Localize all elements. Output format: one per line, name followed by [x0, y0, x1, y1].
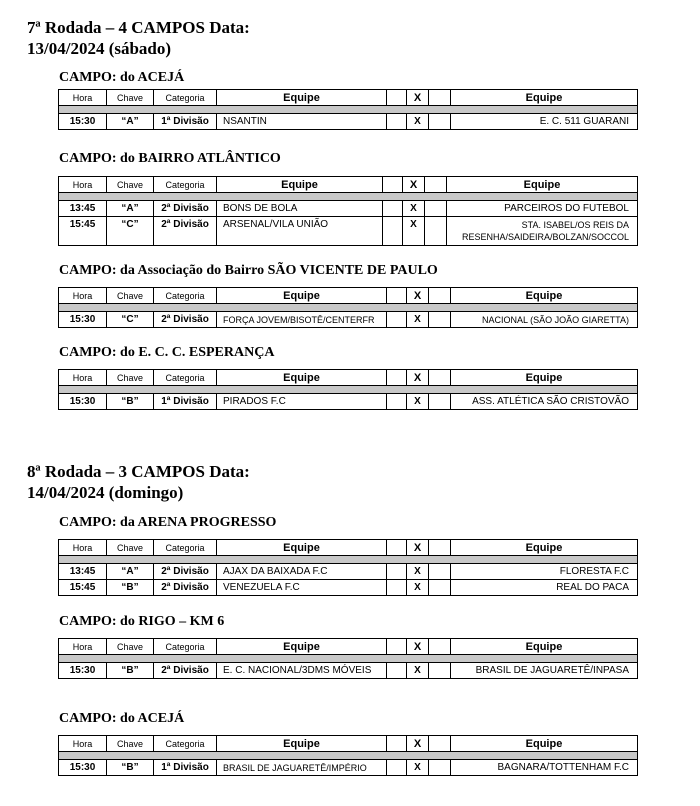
header-hora: Hora	[59, 540, 107, 556]
versus-x: X	[403, 201, 425, 217]
game-time: 15:30	[59, 114, 107, 130]
campo-title: CAMPO: do BAIRRO ATLÂNTICO	[59, 151, 281, 166]
rodada-7-title-line1: 7ª Rodada – 4 CAMPOS Data:	[27, 18, 250, 37]
table-header-row	[59, 288, 638, 304]
versus-x: X	[407, 312, 429, 328]
header-chave: Chave	[107, 90, 154, 106]
header-x: X	[407, 90, 429, 106]
header-spacer	[387, 288, 407, 304]
game-categoria: 2ª Divisão	[154, 217, 217, 246]
away-team: NACIONAL (SÃO JOÃO GIARETTA)	[451, 312, 638, 328]
versus-x: X	[407, 580, 429, 596]
versus-x: X	[407, 760, 429, 776]
header-spacer	[429, 370, 451, 386]
games-table	[58, 539, 638, 596]
header-equipe-away: Equipe	[451, 288, 638, 304]
game-categoria: 1ª Divisão	[154, 760, 217, 776]
games-table	[58, 369, 638, 410]
header-spacer	[383, 177, 403, 193]
header-spacer	[429, 540, 451, 556]
home-team: E. C. NACIONAL/3DMS MÓVEIS	[217, 663, 387, 679]
table-row	[59, 114, 638, 130]
header-x: X	[407, 370, 429, 386]
header-equipe-away: Equipe	[447, 177, 638, 193]
header-spacer	[429, 736, 451, 752]
header-equipe-home: Equipe	[217, 370, 387, 386]
campo-title: CAMPO: do ACEJÁ	[59, 711, 185, 726]
header-categoria: Categoria	[154, 288, 217, 304]
rodada-8-title	[27, 461, 250, 503]
away-team: BAGNARA/TOTTENHAM F.C	[451, 760, 638, 776]
header-x: X	[403, 177, 425, 193]
table-row	[59, 580, 638, 596]
header-x: X	[407, 288, 429, 304]
table-separator	[59, 193, 638, 201]
header-hora: Hora	[59, 736, 107, 752]
away-team: BRASIL DE JAGUARETÊ/INPASA	[451, 663, 638, 679]
header-spacer	[429, 639, 451, 655]
cell-spacer	[429, 663, 451, 679]
header-equipe-away: Equipe	[451, 540, 638, 556]
header-equipe-away: Equipe	[451, 639, 638, 655]
header-x: X	[407, 540, 429, 556]
header-equipe-away: Equipe	[451, 90, 638, 106]
away-team: FLORESTA F.C	[451, 564, 638, 580]
home-team: BONS DE BOLA	[217, 201, 383, 217]
versus-x: X	[403, 217, 425, 246]
game-chave: “B”	[107, 394, 154, 410]
game-categoria: 2ª Divisão	[154, 312, 217, 328]
games-table	[58, 176, 638, 246]
cell-spacer	[429, 114, 451, 130]
header-hora: Hora	[59, 639, 107, 655]
rodada-8-title-line1: 8ª Rodada – 3 CAMPOS Data:	[27, 462, 250, 481]
header-categoria: Categoria	[154, 177, 217, 193]
game-time: 15:45	[59, 217, 107, 246]
away-team: PARCEIROS DO FUTEBOL	[447, 201, 638, 217]
home-team: FORÇA JOVEM/BISOTÊ/CENTERFR	[217, 312, 387, 328]
cell-spacer	[387, 312, 407, 328]
game-chave: “A”	[107, 114, 154, 130]
cell-spacer	[429, 394, 451, 410]
header-chave: Chave	[107, 540, 154, 556]
header-hora: Hora	[59, 370, 107, 386]
away-team: STA. ISABEL/OS REIS DA RESENHA/SAIDEIRA/BOLZAN/SOCCOL	[447, 217, 638, 246]
table-row	[59, 564, 638, 580]
header-equipe-home: Equipe	[217, 540, 387, 556]
header-chave: Chave	[107, 370, 154, 386]
games-table	[58, 735, 638, 776]
header-equipe-home: Equipe	[217, 90, 387, 106]
home-team: VENEZUELA F.C	[217, 580, 387, 596]
table-row	[59, 217, 638, 246]
table-row	[59, 394, 638, 410]
header-categoria: Categoria	[154, 736, 217, 752]
home-team: NSANTIN	[217, 114, 387, 130]
game-time: 13:45	[59, 564, 107, 580]
home-team: ARSENAL/VILA UNIÃO	[217, 217, 383, 246]
home-team: BRASIL DE JAGUARETÊ/IMPÉRIO	[217, 760, 387, 776]
cell-spacer	[425, 217, 447, 246]
cell-spacer	[387, 564, 407, 580]
game-categoria: 2ª Divisão	[154, 580, 217, 596]
game-categoria: 2ª Divisão	[154, 201, 217, 217]
home-team: PIRADOS F.C	[217, 394, 387, 410]
campo-title: CAMPO: do E. C. C. ESPERANÇA	[59, 345, 275, 360]
header-equipe-home: Equipe	[217, 177, 383, 193]
game-chave: “B”	[107, 580, 154, 596]
header-categoria: Categoria	[154, 639, 217, 655]
versus-x: X	[407, 394, 429, 410]
rodada-7-title	[27, 17, 250, 59]
cell-spacer	[429, 312, 451, 328]
header-equipe-away: Equipe	[451, 736, 638, 752]
header-hora: Hora	[59, 288, 107, 304]
rodada-8-title-line2: 14/04/2024 (domingo)	[27, 483, 184, 502]
away-team: E. C. 511 GUARANI	[451, 114, 638, 130]
header-equipe-home: Equipe	[217, 288, 387, 304]
away-team: ASS. ATLÉTICA SÃO CRISTOVÃO	[451, 394, 638, 410]
cell-spacer	[387, 394, 407, 410]
cell-spacer	[429, 580, 451, 596]
table-header-row	[59, 540, 638, 556]
game-chave: “A”	[107, 564, 154, 580]
versus-x: X	[407, 564, 429, 580]
campo-title: CAMPO: da ARENA PROGRESSO	[59, 515, 277, 530]
home-team: AJAX DA BAIXADA F.C	[217, 564, 387, 580]
game-chave: “B”	[107, 663, 154, 679]
cell-spacer	[387, 760, 407, 776]
header-spacer	[429, 90, 451, 106]
game-time: 15:30	[59, 663, 107, 679]
versus-x: X	[407, 663, 429, 679]
header-categoria: Categoria	[154, 540, 217, 556]
games-table	[58, 638, 638, 679]
header-hora: Hora	[59, 90, 107, 106]
header-equipe-home: Equipe	[217, 736, 387, 752]
table-separator	[59, 106, 638, 114]
versus-x: X	[407, 114, 429, 130]
cell-spacer	[383, 201, 403, 217]
header-equipe-home: Equipe	[217, 639, 387, 655]
campo-title: CAMPO: da Associação do Bairro SÃO VICENTE DE PAULO	[59, 263, 438, 278]
table-header-row	[59, 639, 638, 655]
games-table	[58, 287, 638, 328]
game-time: 13:45	[59, 201, 107, 217]
campo-title: CAMPO: do RIGO – KM 6	[59, 614, 225, 629]
table-separator	[59, 304, 638, 312]
game-categoria: 1ª Divisão	[154, 394, 217, 410]
header-spacer	[387, 540, 407, 556]
game-chave: “C”	[107, 312, 154, 328]
cell-spacer	[387, 580, 407, 596]
game-categoria: 1ª Divisão	[154, 114, 217, 130]
table-row	[59, 312, 638, 328]
game-time: 15:30	[59, 312, 107, 328]
header-x: X	[407, 639, 429, 655]
header-spacer	[387, 90, 407, 106]
table-separator	[59, 386, 638, 394]
rodada-7-title-line2: 13/04/2024 (sábado)	[27, 39, 172, 58]
header-chave: Chave	[107, 177, 154, 193]
header-spacer	[387, 736, 407, 752]
games-table	[58, 89, 638, 130]
table-header-row	[59, 177, 638, 193]
game-time: 15:45	[59, 580, 107, 596]
table-separator	[59, 556, 638, 564]
header-spacer	[425, 177, 447, 193]
game-chave: “A”	[107, 201, 154, 217]
game-categoria: 2ª Divisão	[154, 564, 217, 580]
cell-spacer	[425, 201, 447, 217]
table-header-row	[59, 370, 638, 386]
cell-spacer	[387, 663, 407, 679]
header-categoria: Categoria	[154, 370, 217, 386]
header-equipe-away: Equipe	[451, 370, 638, 386]
game-chave: “C”	[107, 217, 154, 246]
cell-spacer	[429, 564, 451, 580]
cell-spacer	[387, 114, 407, 130]
game-chave: “B”	[107, 760, 154, 776]
game-time: 15:30	[59, 760, 107, 776]
table-row	[59, 663, 638, 679]
header-categoria: Categoria	[154, 90, 217, 106]
header-spacer	[387, 370, 407, 386]
header-x: X	[407, 736, 429, 752]
game-categoria: 2ª Divisão	[154, 663, 217, 679]
header-hora: Hora	[59, 177, 107, 193]
table-separator	[59, 655, 638, 663]
header-spacer	[429, 288, 451, 304]
table-separator	[59, 752, 638, 760]
header-spacer	[387, 639, 407, 655]
header-chave: Chave	[107, 288, 154, 304]
table-row	[59, 201, 638, 217]
table-header-row	[59, 90, 638, 106]
table-header-row	[59, 736, 638, 752]
away-team: REAL DO PACA	[451, 580, 638, 596]
game-time: 15:30	[59, 394, 107, 410]
cell-spacer	[429, 760, 451, 776]
campo-title: CAMPO: do ACEJÁ	[59, 70, 185, 85]
table-row	[59, 760, 638, 776]
cell-spacer	[383, 217, 403, 246]
header-chave: Chave	[107, 639, 154, 655]
header-chave: Chave	[107, 736, 154, 752]
